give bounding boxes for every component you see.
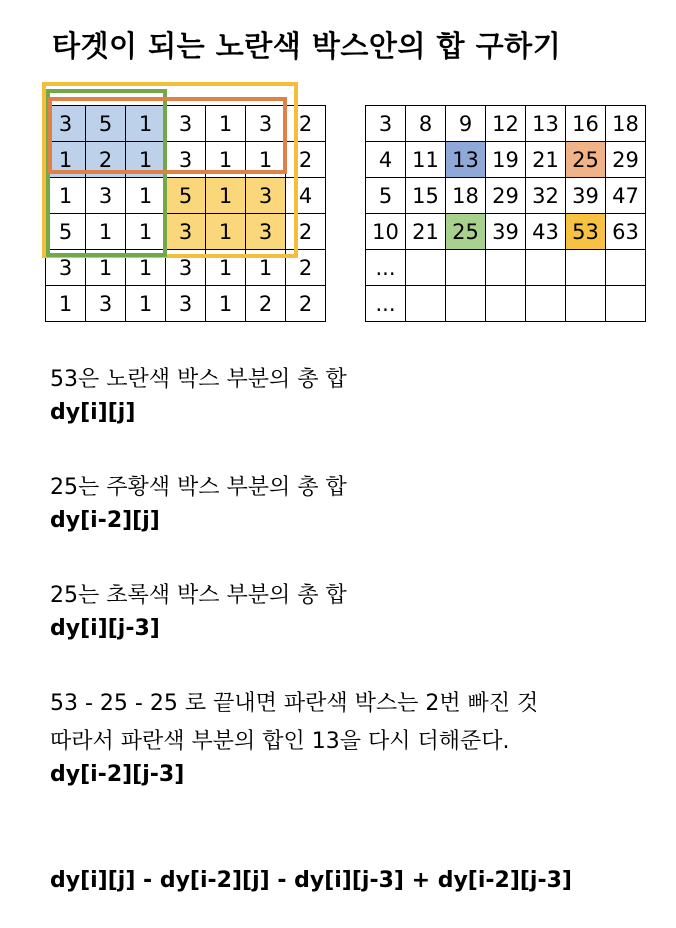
grid-cell: [566, 250, 606, 286]
grid-cell: 3: [166, 106, 206, 142]
grid-row: [46, 250, 326, 286]
blue-explanation-line1: 53 - 25 - 25 로 끝내면 파란색 박스는 2번 빠진 것: [50, 691, 539, 716]
grid-cell: 8: [406, 106, 446, 142]
blue-explanation-line2: 따라서 파란색 부분의 합인 13을 다시 더해준다.: [50, 729, 510, 754]
grid-cell: 3: [86, 286, 126, 322]
grid-cell: 3: [366, 106, 406, 142]
grid-cell: 1: [206, 142, 246, 178]
grid-cell: 1: [206, 214, 246, 250]
grid-cell: 12: [486, 106, 526, 142]
grid-row: [366, 178, 646, 214]
grid-cell: 5: [366, 178, 406, 214]
grid-cell: 3: [86, 178, 126, 214]
green-explanation: 25는 초록색 박스 부분의 총 합: [50, 583, 347, 608]
grid-cell: 32: [526, 178, 566, 214]
grid-row: [366, 250, 646, 286]
grid-row: [366, 286, 646, 322]
grid-cell: 2: [286, 106, 326, 142]
grid-row: [46, 178, 326, 214]
green-formula: dy[i][j-3]: [50, 616, 160, 641]
grid-cell: 18: [446, 178, 486, 214]
grid-cell: 5: [46, 214, 86, 250]
grid-cell: 15: [406, 178, 446, 214]
prefix-sum-grid: [365, 105, 646, 322]
grid-cell: 1: [86, 250, 126, 286]
grid-cell: 3: [166, 250, 206, 286]
input-grid: [45, 105, 326, 322]
final-formula: dy[i][j] - dy[i-2][j] - dy[i][j-3] + dy[i-2][j-3]: [50, 868, 572, 893]
grid-cell: 21: [406, 214, 446, 250]
yellow-explanation: 53은 노란색 박스 부분의 총 합: [50, 367, 347, 392]
grid-cell: 2: [286, 142, 326, 178]
grid-cell: 2: [286, 250, 326, 286]
grid-row: [46, 286, 326, 322]
grid-cell: 1: [86, 214, 126, 250]
grid-cell: 18: [606, 106, 646, 142]
orange-explanation: 25는 주황색 박스 부분의 총 합: [50, 475, 347, 500]
grid-cell: 43: [526, 214, 566, 250]
grid-cell: [606, 250, 646, 286]
grid-cell: 11: [406, 142, 446, 178]
grid-cell: 53: [566, 214, 606, 250]
grid-cell: [526, 250, 566, 286]
grid-cell: 3: [166, 214, 206, 250]
grid-cell: 29: [606, 142, 646, 178]
grid-cell: 1: [206, 106, 246, 142]
yellow-formula: dy[i][j]: [50, 400, 136, 425]
grid-cell: 5: [86, 106, 126, 142]
grid-row: [366, 142, 646, 178]
grid-cell: 1: [126, 286, 166, 322]
blue-formula: dy[i-2][j-3]: [50, 762, 185, 787]
grid-cell: 1: [246, 250, 286, 286]
grid-row: [46, 214, 326, 250]
grid-cell: 1: [246, 142, 286, 178]
grid-cell: 3: [166, 142, 206, 178]
grid-row: [46, 142, 326, 178]
grid-cell: 1: [206, 250, 246, 286]
grid-cell: 39: [566, 178, 606, 214]
grid-cell: 29: [486, 178, 526, 214]
grid-cell: 25: [446, 214, 486, 250]
grid-cell: 1: [46, 178, 86, 214]
grid-cell: 1: [46, 286, 86, 322]
grid-cell: [486, 286, 526, 322]
grid-cell: 10: [366, 214, 406, 250]
grid-cell: 3: [246, 178, 286, 214]
grid-row: [46, 106, 326, 142]
grid-cell: 13: [446, 142, 486, 178]
grid-cell: 21: [526, 142, 566, 178]
grid-cell: 1: [126, 178, 166, 214]
grid-cell: [566, 286, 606, 322]
grid-cell: 3: [166, 286, 206, 322]
grid-cell: 2: [286, 286, 326, 322]
grid-cell: 9: [446, 106, 486, 142]
grid-cell: 1: [126, 214, 166, 250]
grid-cell: 2: [286, 214, 326, 250]
grid-row: [366, 214, 646, 250]
grid-cell: 1: [126, 142, 166, 178]
grid-cell: 39: [486, 214, 526, 250]
grid-cell: [446, 250, 486, 286]
grid-cell: [606, 286, 646, 322]
grid-cell: [446, 286, 486, 322]
grid-cell: [406, 286, 446, 322]
grid-cell: 3: [46, 250, 86, 286]
grid-cell: 16: [566, 106, 606, 142]
page-title: 타겟이 되는 노란색 박스안의 합 구하기: [52, 29, 562, 63]
grid-cell: 1: [46, 142, 86, 178]
grid-cell: [406, 250, 446, 286]
grid-cell: [526, 286, 566, 322]
grid-cell: 4: [366, 142, 406, 178]
grid-cell: 19: [486, 142, 526, 178]
grid-cell: 1: [126, 106, 166, 142]
orange-formula: dy[i-2][j]: [50, 508, 160, 533]
grid-cell: ...: [366, 286, 406, 322]
grid-cell: ...: [366, 250, 406, 286]
grid-cell: 5: [166, 178, 206, 214]
grid-cell: 2: [246, 286, 286, 322]
grid-cell: 1: [126, 250, 166, 286]
grid-row: [366, 106, 646, 142]
grid-cell: 1: [206, 178, 246, 214]
grid-cell: 1: [206, 286, 246, 322]
grid-cell: 25: [566, 142, 606, 178]
grid-cell: 3: [246, 106, 286, 142]
grid-cell: 3: [46, 106, 86, 142]
grid-cell: 2: [86, 142, 126, 178]
grid-cell: 63: [606, 214, 646, 250]
grid-cell: 13: [526, 106, 566, 142]
grid-cell: 47: [606, 178, 646, 214]
grid-cell: 3: [246, 214, 286, 250]
grid-cell: 4: [286, 178, 326, 214]
grid-cell: [486, 250, 526, 286]
